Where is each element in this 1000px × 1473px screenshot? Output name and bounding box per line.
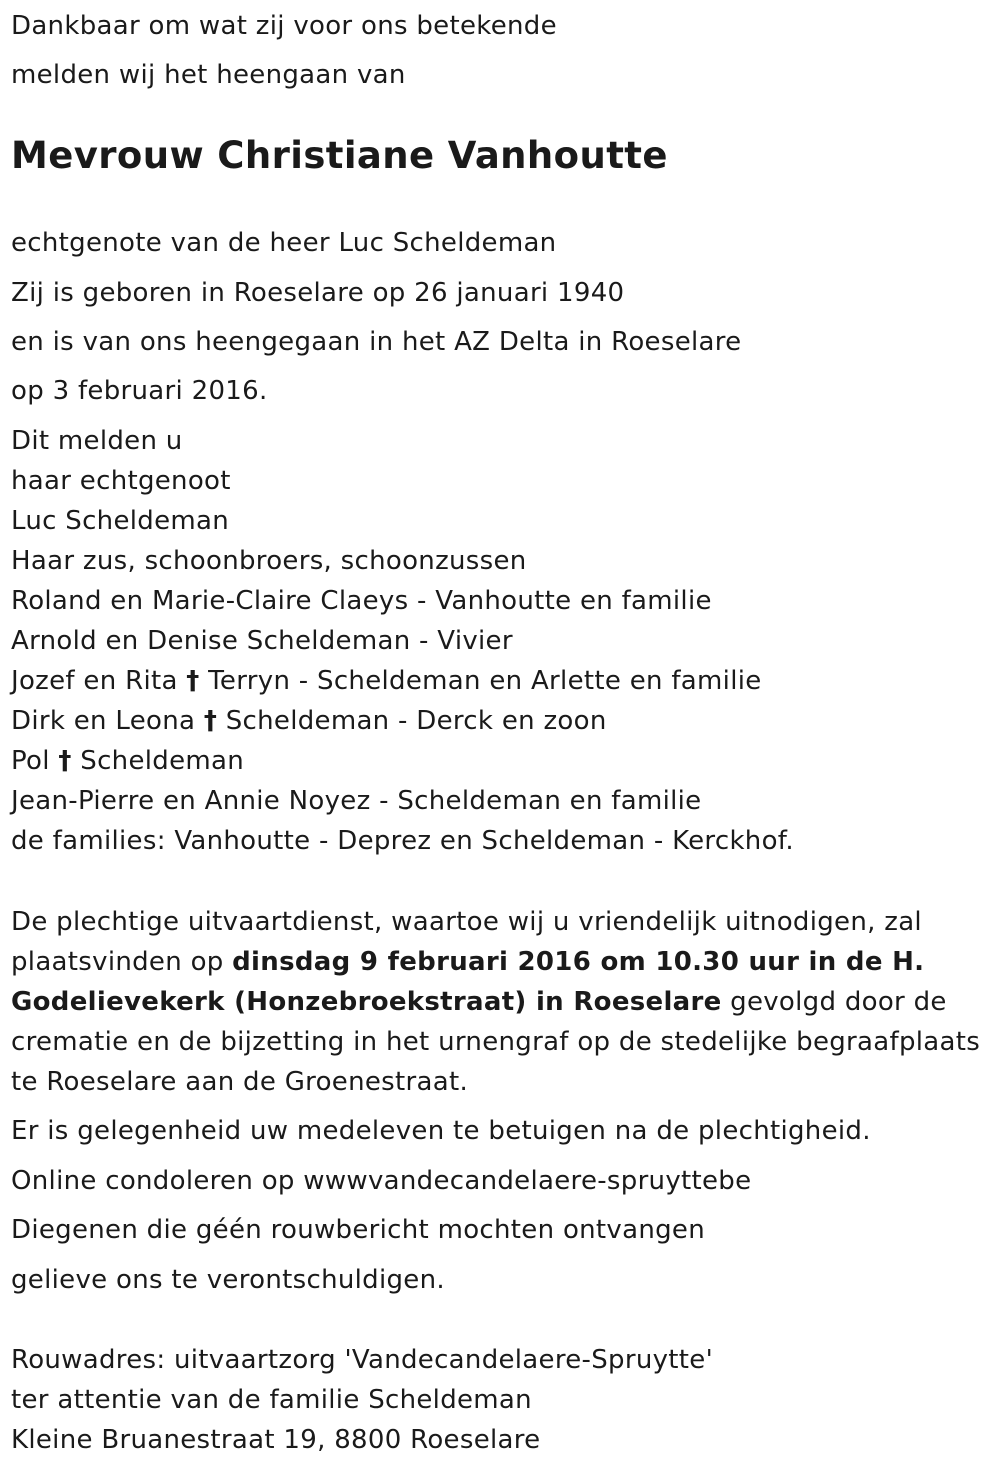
address-line: Rouwadres: uitvaartzorg 'Vandecandelaere-Spruytte' (11, 1345, 714, 1375)
service-location: Godelievekerk (Honzebroekstraat) in Roeselare (11, 987, 722, 1017)
service-line (11, 985, 947, 1019)
family-line (11, 704, 607, 738)
cross-icon: † (203, 706, 218, 736)
family-line: Roland en Marie-Claire Claeys - Vanhoutte en familie (11, 586, 712, 616)
condolence-line: Er is gelegenheid uw medeleven te betuigen na de plechtigheid. (11, 1116, 871, 1146)
family-name-part: Pol (11, 746, 50, 776)
spouse-label: haar echtgenoot (11, 466, 231, 496)
death-place-line: en is van ons heengegaan in het AZ Delta in Roeselare (11, 327, 742, 357)
deceased-name: Mevrouw Christiane Vanhoutte (11, 134, 668, 177)
birth-line: Zij is geboren in Roeselare op 26 januari 1940 (11, 278, 625, 308)
address-line: Kleine Bruanestraat 19, 8800 Roeselare (11, 1425, 541, 1455)
announcement-intro: Dit melden u (11, 426, 183, 456)
intro-line: Dankbaar om wat zij voor ons betekende (11, 11, 557, 41)
family-name-part: Dirk en Leona (11, 706, 196, 736)
family-line: Jean-Pierre en Annie Noyez - Scheldeman en familie (11, 786, 702, 816)
family-line (11, 664, 762, 698)
online-condolence-line: Online condoleren op wwwvandecandelaere-spruyttebe (11, 1166, 752, 1196)
family-name-part: Jozef en Rita (11, 666, 178, 696)
family-name-part: Scheldeman (80, 746, 245, 776)
no-letter-line: gelieve ons te verontschuldigen. (11, 1265, 445, 1295)
no-letter-line: Diegenen die géén rouwbericht mochten ontvangen (11, 1215, 705, 1245)
family-name-part: Scheldeman - Derck en zoon (225, 706, 607, 736)
address-line: ter attentie van de familie Scheldeman (11, 1385, 532, 1415)
family-line: de families: Vanhoutte - Deprez en Scheldeman - Kerckhof. (11, 826, 794, 856)
service-line: te Roeselare aan de Groenestraat. (11, 1067, 469, 1097)
spouse-name: Luc Scheldeman (11, 506, 230, 536)
cross-icon: † (58, 746, 72, 776)
family-line (11, 744, 244, 778)
death-date-line: op 3 februari 2016. (11, 376, 268, 406)
service-line: De plechtige uitvaartdienst, waartoe wij u vriendelijk uitnodigen, zal (11, 907, 922, 937)
relatives-heading: Haar zus, schoonbroers, schoonzussen (11, 546, 527, 576)
service-text: plaatsvinden op (11, 947, 233, 977)
family-line: Arnold en Denise Scheldeman - Vivier (11, 626, 513, 656)
service-line (11, 945, 924, 979)
service-text: gevolgd door de (721, 987, 947, 1017)
family-name-part: Terryn - Scheldeman en Arlette en familie (208, 666, 762, 696)
spouse-line: echtgenote van de heer Luc Scheldeman (11, 228, 557, 258)
cross-icon: † (186, 666, 200, 696)
service-date-time: dinsdag 9 februari 2016 om 10.30 uur in de H. (232, 947, 925, 977)
service-line: crematie en de bijzetting in het urnengraf op de stedelijke begraafplaats (11, 1027, 981, 1057)
intro-line: melden wij het heengaan van (11, 60, 406, 90)
